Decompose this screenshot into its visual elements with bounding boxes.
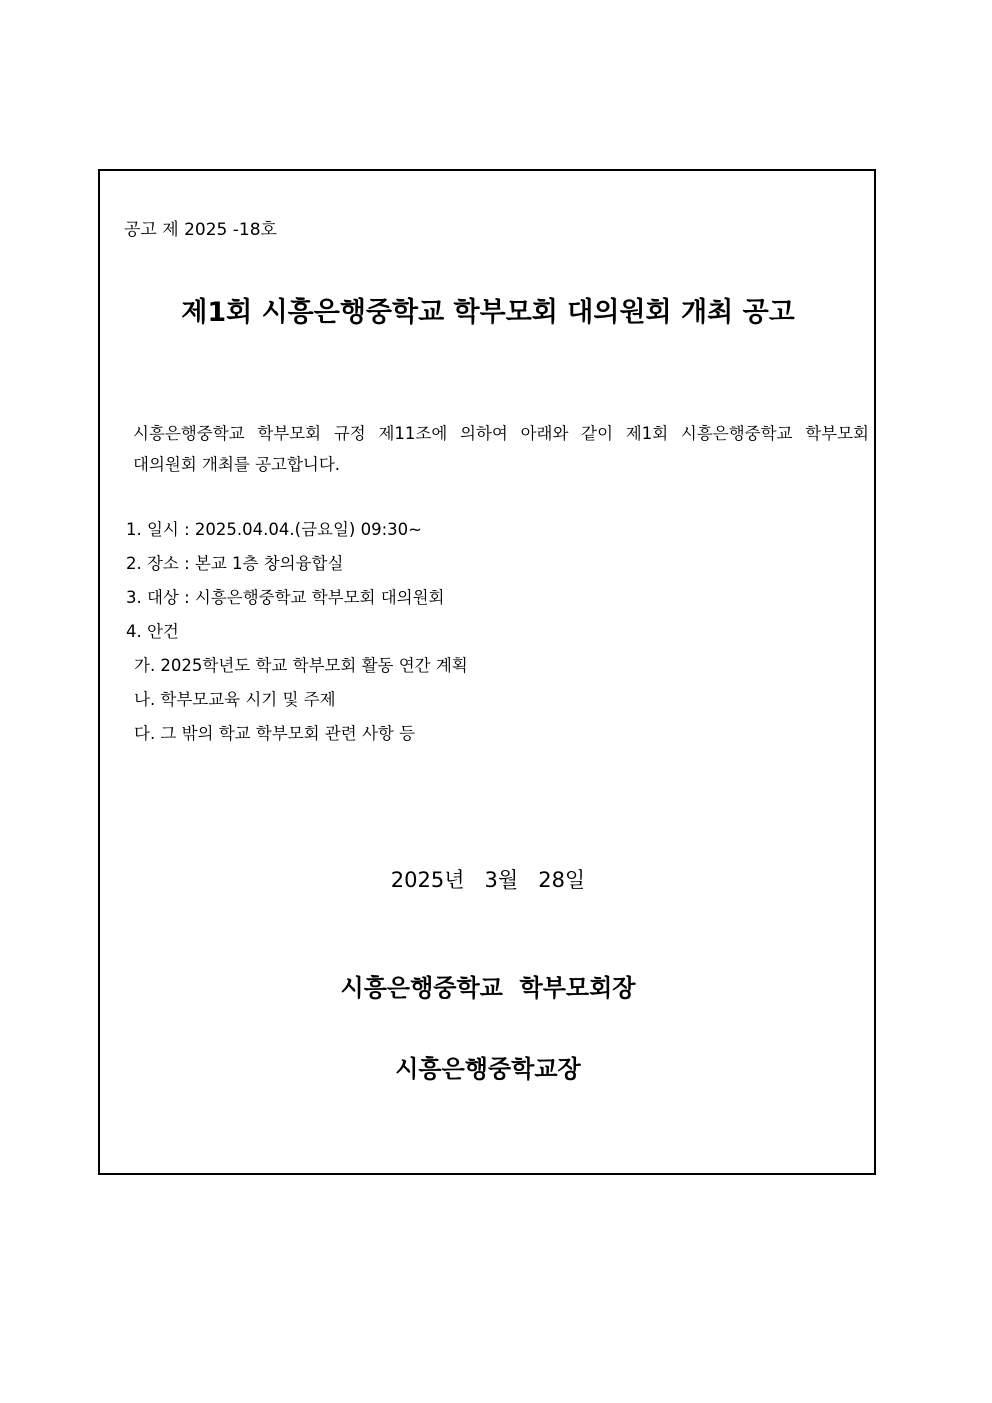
notice-title: 제1회 시흥은행중학교 학부모회 대의원회 개최 공고 [181, 297, 795, 328]
intro-paragraph [133, 418, 869, 480]
intro-line-1: 시흥은행중학교 학부모회 규정 제11조에 의하여 아래와 같이 제1회 시흥은행중학교 학부모회 [133, 424, 869, 443]
item-datetime: 1. 일시 : 2025.04.04.(금요일) 09:30~ [126, 520, 422, 539]
agenda-item-2: 나. 학부모교육 시기 및 주제 [134, 690, 336, 709]
intro-line-2: 대의원회 개최를 공고합니다. [133, 455, 341, 474]
agenda-item-1: 가. 2025학년도 학교 학부모회 활동 연간 계획 [134, 656, 468, 675]
notice-number: 공고 제 2025 -18호 [124, 220, 277, 240]
item-target: 3. 대상 : 시흥은행중학교 학부모회 대의원회 [126, 588, 445, 607]
signer-parent-association-president: 시흥은행중학교 학부모회장 [340, 974, 636, 1002]
agenda-item-3: 다. 그 밖의 학교 학부모회 관련 사항 등 [134, 724, 416, 743]
notice-date: 2025년 3월 28일 [390, 868, 586, 892]
signer-principal: 시흥은행중학교장 [395, 1055, 581, 1083]
notice-items [126, 513, 468, 751]
item-location: 2. 장소 : 본교 1층 창의융합실 [126, 554, 344, 573]
item-agenda-heading: 4. 안건 [126, 622, 179, 641]
